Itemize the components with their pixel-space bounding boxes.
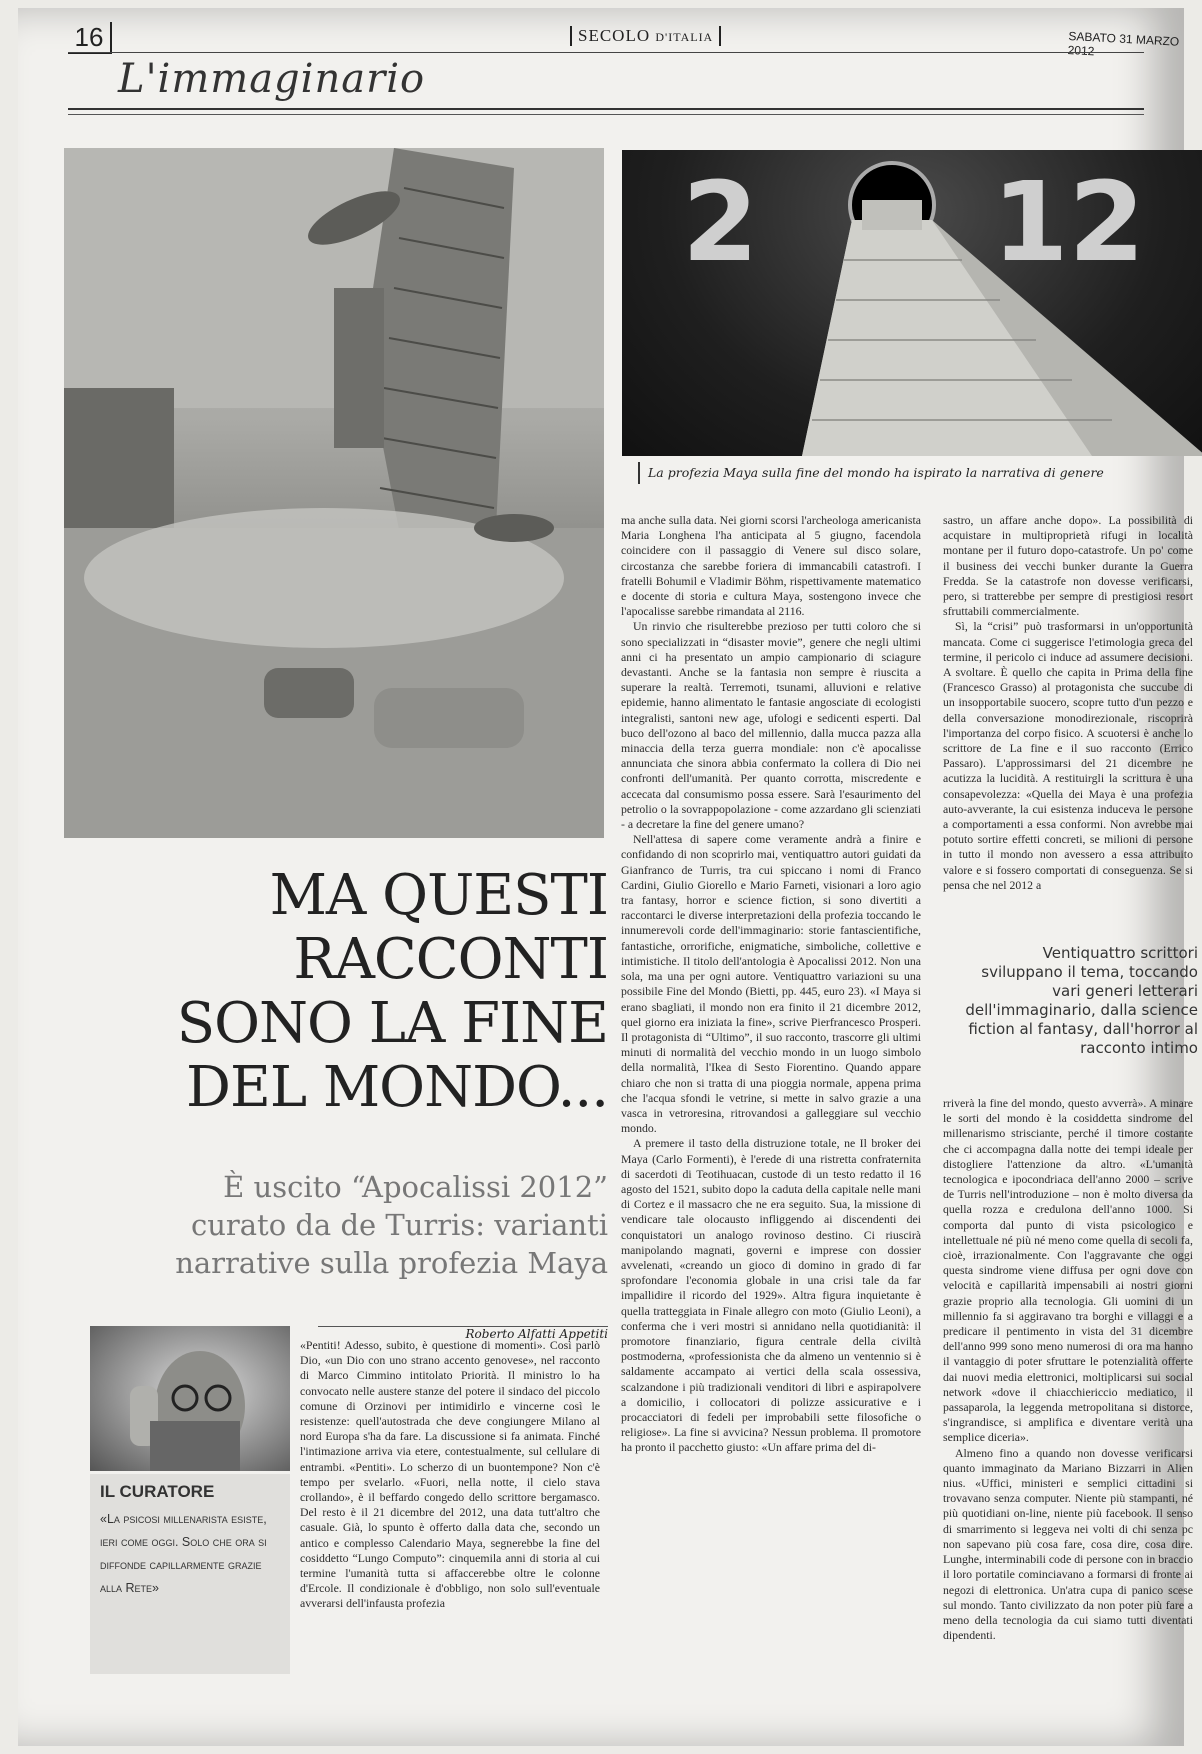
article-column-2 <box>621 513 921 1456</box>
headline-line: RACCONTI <box>293 927 608 992</box>
newspaper-suffix: D'ITALIA <box>655 30 714 44</box>
curator-box <box>90 1474 290 1674</box>
paragraph: A premere il tasto della distruzione totale, ne Il broker dei Maya (Carlo Formenti), è l'erede di una ristretta confraternita di sacerdoti di Teotihuacan, custode di un testo redatto il 16 agosto del 1521, subito dopo la caduta della capitale nelle mani di Cortez e il massacro che ne era seguito. Sua, la missione di vendicare tale olocausto infliggendo ai discendenti dei conquistatori un analogo rovinoso destino. Ci riuscirà manipolando magnati, governi e imprese con dossier avvelenati, «creando un gioco di domino in grado di far sprofondare l'economia globale in una crisi tale da far impallidire il ricordo del 1929». Altra figura inquietante è quella tratteggiata in Finale allegro con moto (Giulio Leoni), a conferma che i veri mostri si annidano nella quotidianità: il promotore finanziario, figura centrale della civiltà postmoderna, «professionista che da almeno un ventennio si è saldamente accampato ai vertici della scala ossessiva, scalzandone i più tradizionali venditori di libri e aspirapolvere a domicilio, i collocatori di polizze assicurative e i procacciatori di fedeli per improbabili sette filosofiche o religiose». La fine si avvicina? Nessun problema. Il promotore ha pronto il pacchetto giusto: «Un affare prima del di- <box>621 1136 921 1455</box>
headline <box>158 864 608 1120</box>
pull-quote: Ventiquattro scrittori sviluppano il tema, toccando vari generi letterari dell'immaginario, dalla science fiction al fantasy, dall'horror al racconto intimo <box>958 944 1202 1058</box>
page-number: 16 <box>68 22 112 54</box>
year-digit-two: 2 <box>682 158 759 286</box>
curator-portrait-graphic <box>90 1326 290 1471</box>
curator-quote: «La psicosi millenarista esiste, ieri come oggi. Solo che ora si diffonde capillarmente grazie alla Rete» <box>100 1512 267 1595</box>
newspaper-title: SECOLO <box>578 26 651 45</box>
newspaper-page <box>18 8 1198 1746</box>
pyramid-graphic <box>622 150 1202 456</box>
headline-line: SONO LA FINE <box>176 991 608 1056</box>
paragraph: ma anche sulla data. Nei giorni scorsi l'archeologa americanista Maria Longhena l'ha anticipata al 5 giugno, facendola coincidere con il passaggio di Venere sul disco solare, circostanza che sarebbe foriera di immancabili catastrofi. I fratelli Bohumil e Vladimir Böhm, rispettivamente matematico e docente di storia e cultura Maya, sostengono invece che l'apocalisse sarebbe rimandata al 2116. <box>621 513 921 619</box>
pyramid-2012-image <box>622 150 1202 456</box>
paragraph: Un rinvio che risulterebbe prezioso per tutti coloro che si sono specializzati in “disaster movie”, genere che negli ultimi anni ci ha presentato un ampio campionario di sciagure devastanti. Anche se la fantasia non sempre è riuscita a superare la realtà. Terremoti, tsunami, alluvioni e relative epidemie, hanno alimentato le fantasie angosciate di ecologisti integralisti, santoni new age, ufologi e sedicenti esperti. Dal buco dell'ozono al baco del millennio, dalla mucca pazza alla minaccia della terza guerra mondiale: non c'è apocalisse annunciata che sinora abbia confermato la collera di Dio nei confronti dell'umanità. Per quanto corrotta, miscredente e accecata dal consumismo possa essere. Sarà l'esaurimento del petrolio o la sovrappopolazione - come azzardano gli scienziati - a decretare la fine del genere umano? <box>621 619 921 832</box>
subheadline: È uscito “Apocalissi 2012” curato da de Turris: varianti narrative sulla profezia Maya <box>175 1170 608 1280</box>
paragraph: Almeno fino a quando non dovesse verificarsi quanto immaginato da Mariano Bizzarri in Alien nius. «Uffici, ministeri e semplici cittadini si trovavano senza computer. Niente più stampanti, né più quotidiani on-line, niente più facebook. Il senso di smarrimento si leggeva nei volti di chi senza pc non sapevano più cosa fare, cosa dire, cosa dire. Lunghe, interminabili code di persone con in braccio il loro portatile cominciavano a formarsi di fronte ai negozi di elettronica. Un'atra cupa di panico scese sul mondo. Tanto civilizzato da non poter più fare a meno della tecnologia da cui siamo tutti diventati dipendenti. <box>943 1445 1193 1643</box>
article-column-3-bottom <box>943 1096 1193 1643</box>
curator-portrait <box>90 1326 290 1471</box>
article-column-1 <box>300 1338 600 1612</box>
section-title: L'immaginario <box>118 56 426 102</box>
headline-line: DEL MONDO... <box>186 1055 608 1120</box>
newspaper-name <box>570 26 721 46</box>
byline: Roberto Alfatti Appetiti <box>318 1326 608 1341</box>
section-rule-thin <box>68 114 1144 115</box>
paragraph: sastro, un affare anche dopo». La possibilità di acquistare in multiproprietà rifugi in località montane per il futuro dopo-catastrofe. Un po' come il business dei vecchi bunker durante la Guerra Fredda. Se la catastrofe non dovesse verificarsi, pero, si tratterebbe per sempre di prestigiosi resort sfruttabili commercialmente. <box>943 513 1193 619</box>
disaster-scene-graphic <box>64 148 604 838</box>
section-rule <box>68 108 1144 110</box>
image-caption: La profezia Maya sulla fine del mondo ha ispirato la narrativa di genere <box>638 462 1118 484</box>
paragraph: rriverà la fine del mondo, questo avverrà». A minare le sorti del mondo è la cosiddetta sindrome del millenarismo strisciante, perché il timore costante che ci accompagna dalla notte dei tempi ideale per distogliere l'attenzione da altro. «L'umanità tecnologica e ipocondriaca dell'anno 2000 – scrive de Turris nell'introduzione – non è molto diversa da quella rozza e credulona dell'anno 1000. Si comporta dal punto di vista psicologico e intellettuale né più né meno come quella di secoli fa, cioè, irrazionalmente. Con l'aggravante che oggi questa sindrome viene diffusa per ogni dove con velocità e capillarità impensabili ai nostri giorni grazie proprio alla tecnologia. Gli uomini di un millennio fa si aggiravano tra borghi e villaggi e a predicare il pentimento in vista del 31 dicembre dell'anno 999 sono meno numerosi di ora ma hanno il vantaggio di poter sfruttare le potenzialità offerte dai nuovi media elettronici, moltiplicarsi sui social network «dove il chiacchiericcio mediatico, il passaparola, la leggenda metropolitana si distorce, s'ingrandisce, si amplifica e diventare verità una semplice diceria». <box>943 1096 1193 1445</box>
paragraph: Nell'attesa di sapere come veramente andrà a finire e confidando di non scoprirlo mai, ventiquattro autori guidati da Gianfranco de Turris, tra cui spiccano i nomi di Franco Cardini, Giulio Giorello e Mario Farneti, visionari a loro agio tra fantasy, horror e science fiction, si sono divertiti a raccontarci le diverse interpretazioni della profezia toccando le innumerevoli corde dell'immaginario: storie fantascientifiche, fantastiche, orrorifiche, enigmatiche, simboliche, collettive e intimistiche. Il titolo dell'antologia è Apocalissi 2012. Non una sola, ma una per ogni autore. Ventiquattro variazioni su una possibile Fine del Mondo (Bietti, pp. 445, euro 23). «I Maya si erano sbagliati, il mondo non era finito il 21 dicembre 2012, quel giorno era iniziata la fine», scrive Pierfrancesco Prosperi. Il protagonista di “Ultimo”, il suo racconto, trascorre gli ultimi minuti di normalità del vecchio mondo in un luogo simbolo della normalità, l'Ikea di Sesto Fiorentino. Quando appare chiaro che non si tratta di una pioggia normale, appena prima che l'acqua sfondi le vetrine, si mette in salvo grazie a una vasca in vetroresina, ritrovandosi a galleggiare sul vecchio mondo. <box>621 832 921 1136</box>
paragraph: «Pentiti! Adesso, subito, è questione di momenti». Così parlò Dio, «un Dio con uno strano accento genovese», nel racconto di Marco Cimmino intitolato Priorità. Il ministro lo ha convocato nelle austere stanze del potere il sindaco del piccolo comune di Orzinovi per intimidirlo e vincerne così le resistenze: quell'autostrada che deve congiungere Milano al nord Europa s'ha da fare. La discussione si fa animata. Finché l'intimazione arriva via etere, contestualmente, sul cellulare di entrambi. «Pentiti». Lo scherzo di un buontempone? Non c'è tempo per svelarlo. «Fuori, nella notte, il cielo stava crollando», è il beffardo congedo dello scrittore bergamasco. Del resto è il 21 dicembre del 2012, una data tutt'altro che casuale. Già, lo spunto è offerto dalla data che, secondo un antico e complesso Calendario Maya, segnerebbe la fine del cosiddetto “Lungo Computo”: cinquemila anni di storia al cui termine l'umanità tutta si affaccerebbe oltre le colonne d'Ercole. Il condizionale è d'obbligo, non solo sull'eventuale avverarsi dell'infausta profezia <box>300 1338 600 1611</box>
issue-date: SABATO 31 MARZO 2012 <box>1067 28 1180 59</box>
paragraph: Sì, la “crisi” può trasformarsi in un'opportunità mancata. Come ci suggerisce l'etimologia greca del termine, il pericolo ci induce ad assumere decisioni. A svoltare. È quello che capita in Prima della fine (Francesco Grasso) al protagonista che succube di un insopportabile suocero, scopre tutto d'un pezzo e della conversazione monodirezionale, riscoprirà l'importanza del corpo fisico. A scuotersi è anche lo scrittore de La fine e il suo racconto (Errico Passaro). L'approssimarsi del 21 dicembre ne acutizza la lucidità. A restituirgli la scrittura è una consapevolezza: «Quella dei Maya è una profezia auto-avverante, la cui esistenza induceva le persone a comportamenti a essa conformi. Non avrebbe mai potuto sortire effetti concreti, se milioni di persone in tutto il mondo non avessero a essa attribuito valore e si fossero comportati di conseguenza. Se si pensa che nel 2012 a <box>943 619 1193 892</box>
disaster-photo <box>64 148 604 838</box>
article-column-3-top <box>943 513 1193 893</box>
headline-line: MA QUESTI <box>269 863 608 928</box>
year-digits-twelve: 12 <box>992 158 1146 286</box>
curator-heading: IL CURATORE <box>100 1482 215 1501</box>
header-rule <box>68 52 1144 53</box>
